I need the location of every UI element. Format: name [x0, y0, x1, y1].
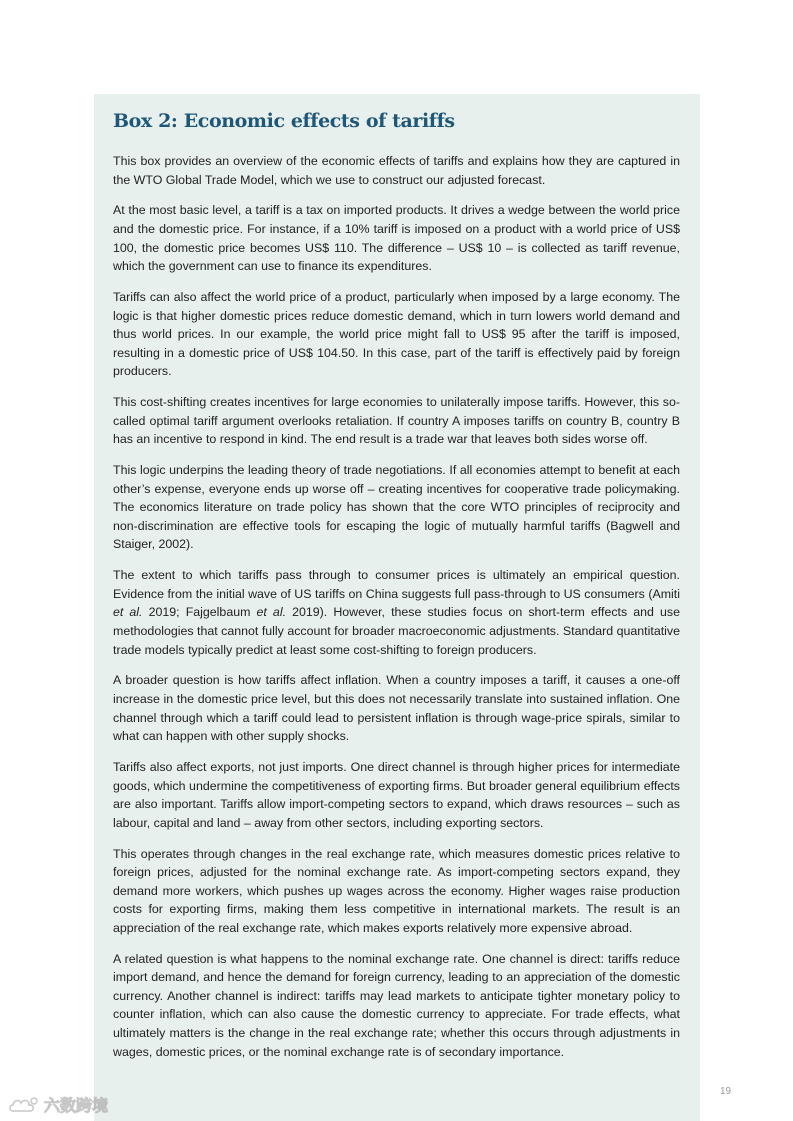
italic-text-run: et al. — [113, 605, 143, 620]
text-run: At the most basic level, a tariff is a tax on imported products. It drives a wedge between the world price and the domestic price. For instance, if a 10% tariff is imposed on a product with a world price of US$ 100, the domestic price becomes US$ 110. The difference – US$ 10 – is collected as tariff revenue, which the government can use to finance its expenditures. — [113, 203, 680, 274]
box-paragraph — [113, 671, 680, 745]
text-run: This box provides an overview of the economic effects of tariffs and explains how they are captured in the WTO Global Trade Model, which we use to construct our adjusted forecast. — [113, 154, 680, 187]
text-run: The extent to which tariffs pass through to consumer prices is ultimately an empirical question. Evidence from the initial wave of US tariffs on China suggests full pass-through to US consumers (Amiti — [113, 568, 680, 601]
svg-text:六数跨境: 六数跨境 — [44, 1096, 109, 1115]
box-paragraph — [113, 758, 680, 832]
box-paragraph — [113, 461, 680, 554]
box-paragraph — [113, 288, 680, 381]
box-paragraph — [113, 201, 680, 275]
box-body — [113, 152, 680, 1073]
page-number: 19 — [720, 1086, 732, 1097]
cloud-logo-icon — [8, 1096, 40, 1114]
italic-text-run: et al. — [256, 605, 287, 620]
text-run: 2019). However, these studies focus on short-term effects and use methodologies that cannot fully account for broader macroeconomic adjustments. Standard quantitative trade models typically predict at least some cost-shifting to foreign producers. — [113, 605, 680, 657]
box-paragraph — [113, 393, 680, 449]
economic-effects-box — [94, 94, 700, 1121]
watermark — [8, 1094, 124, 1116]
watermark-text-graphic — [44, 1095, 124, 1115]
text-run: This operates through changes in the real exchange rate, which measures domestic prices relative to foreign prices, adjusted for the nominal exchange rate. As import-competing sectors expand, they demand more workers, which pushes up wages across the economy. Higher wages raise production costs for exporting firms, making them less competitive in international markets. The result is an appreciation of the real exchange rate, which makes exports relatively more expensive abroad. — [113, 846, 680, 935]
text-run: Tariffs also affect exports, not just imports. One direct channel is through higher prices for intermediate goods, which undermine the competitiveness of exporting firms. But broader general equilibrium effects are also important. Tariffs allow import-competing sectors to expand, which draws resources – such as labour, capital and land – away from other sectors, including exporting sectors. — [113, 759, 680, 830]
text-run: 2019; Fajgelbaum — [142, 605, 257, 620]
text-run: This cost-shifting creates incentives for large economies to unilaterally impose tariffs. However, this so-called optimal tariff argument overlooks retaliation. If country A imposes tariffs on country B, country B has an incentive to respond in kind. The end result is a trade war that leaves both sides worse off. — [113, 395, 680, 447]
text-run: A related question is what happens to the nominal exchange rate. One channel is direct: tariffs reduce import demand, and hence the demand for foreign currency, leading to an appreciation of the domestic currency. Another channel is indirect: tariffs may lead markets to anticipate tighter monetary policy to counter inflation, which can also cause the domestic currency to appreciate. For trade effects, what ultimately matters is the change in the real exchange rate; whether this occurs through adjustments in wages, domestic prices, or the nominal exchange rate is of secondary importance. — [113, 951, 680, 1059]
text-run: A broader question is how tariffs affect inflation. When a country imposes a tariff, it causes a one-off increase in the domestic price level, but this does not necessarily translate into sustained inflation. One channel through which a tariff could lead to persistent inflation is through wage-price spirals, similar to what can happen with other supply shocks. — [113, 673, 680, 744]
text-run: This logic underpins the leading theory of trade negotiations. If all economies attempt to benefit at each other’s expense, everyone ends up worse off – creating incentives for cooperative trade policymaking. The economics literature on trade policy has shown that the core WTO principles of reciprocity and non-discrimination are effective tools for escaping the logic of mutually harmful tariffs (Bagwell and Staiger, 2002). — [113, 463, 680, 552]
text-run: Tariffs can also affect the world price of a product, particularly when imposed by a large economy. The logic is that higher domestic prices reduce domestic demand, which in turn lowers world demand and thus world prices. In our example, the world price might fall to US$ 95 after the tariff is imposed, resulting in a domestic price of US$ 104.50. In this case, part of the tariff is effectively paid by foreign producers. — [113, 289, 680, 379]
box-paragraph — [113, 152, 680, 189]
box-paragraph — [113, 950, 680, 1062]
box-paragraph — [113, 845, 680, 938]
box-paragraph — [113, 566, 680, 659]
box-title: Box 2: Economic effects of tariffs — [113, 110, 455, 132]
